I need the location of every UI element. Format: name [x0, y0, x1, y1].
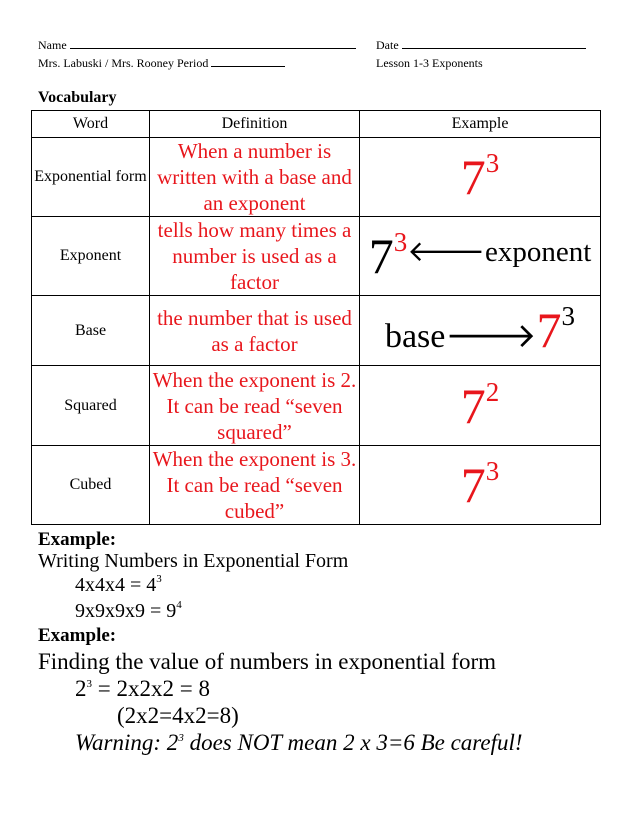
- term-cell: Cubed: [32, 446, 150, 525]
- example1-heading: Example:: [38, 529, 117, 550]
- vocabulary-heading: Vocabulary: [38, 89, 117, 106]
- example-cell: [360, 296, 601, 366]
- example-exponent: 3: [485, 456, 500, 486]
- definition-cell: When a number is written with a base and an exponent: [150, 138, 360, 217]
- example1-subtitle: Writing Numbers in Exponential Form: [38, 550, 349, 572]
- name-line[interactable]: [38, 38, 356, 53]
- date-blank[interactable]: [402, 38, 586, 49]
- warning-pre: Warning: 2: [75, 730, 179, 755]
- definition-cell: the number that is used as a factor: [150, 296, 360, 366]
- date-line[interactable]: [376, 38, 586, 53]
- base-label: base🡒: [384, 318, 537, 355]
- lesson-title: Lesson 1-3 Exponents: [376, 56, 483, 70]
- line1-base: 2: [75, 676, 87, 701]
- line1-expression: 4x4x4 = 4: [75, 574, 157, 596]
- example-exponent: 3: [393, 227, 408, 257]
- column-header-example: Example: [360, 111, 601, 138]
- example-base: 7: [460, 457, 486, 513]
- example-exponent: 3: [561, 301, 576, 331]
- table-row: [32, 446, 601, 525]
- example-exponent: 2: [485, 376, 500, 407]
- warning-text: [75, 730, 523, 756]
- table-row: [32, 296, 601, 366]
- period-blank[interactable]: [211, 56, 285, 67]
- term-cell: Base: [32, 296, 150, 366]
- table-row: [32, 366, 601, 446]
- example2-line1: [75, 676, 210, 702]
- definition-cell: When the exponent is 3. It can be read “seven cubed”: [150, 446, 360, 525]
- example-cell: [360, 446, 601, 525]
- warning-post: does NOT mean 2 x 3=6 Be careful!: [183, 730, 523, 755]
- example-expression: [460, 456, 500, 513]
- example-cell: [360, 138, 601, 217]
- example-cell: [360, 366, 601, 446]
- column-header-word: Word: [32, 111, 150, 138]
- name-blank[interactable]: [70, 38, 356, 49]
- example-base: 7: [460, 377, 486, 434]
- line1-exponent: 3: [156, 573, 162, 585]
- date-label: Date: [376, 38, 399, 52]
- definition-cell: When the exponent is 2. It can be read “seven squared”: [150, 366, 360, 446]
- name-label: Name: [38, 38, 67, 52]
- term-cell: Squared: [32, 366, 150, 446]
- table-header-row: [32, 111, 601, 138]
- term-cell: Exponential form: [32, 138, 150, 217]
- example-expression: [460, 148, 500, 205]
- example1-line1: [75, 574, 162, 597]
- line1-exponent: 3: [86, 678, 92, 690]
- example1-line2: [75, 600, 182, 623]
- example-base: 7: [460, 149, 486, 205]
- line2-expression: 9x9x9x9 = 9: [75, 600, 177, 622]
- column-header-definition: Definition: [150, 111, 360, 138]
- example2-heading: Example:: [38, 625, 117, 646]
- example-cell: [360, 217, 601, 296]
- table-row: [32, 217, 601, 296]
- teacher-period-line: [38, 56, 285, 71]
- exponent-label: 🡐exponent: [407, 236, 592, 268]
- example2-line2: (2x2=4x2=8): [117, 703, 239, 728]
- teachers-text: Mrs. Labuski / Mrs. Rooney: [38, 56, 174, 70]
- term-cell: Exponent: [32, 217, 150, 296]
- example-exponent: 3: [485, 148, 500, 178]
- table-row: [32, 138, 601, 217]
- vocabulary-table: [31, 110, 601, 525]
- example-base: 7: [536, 302, 562, 358]
- warning-exponent: 3: [178, 732, 184, 744]
- example-expression: [384, 301, 576, 358]
- line1-rest: = 2x2x2 = 8: [92, 676, 210, 701]
- period-label: Period: [177, 56, 209, 70]
- example-expression: [368, 227, 592, 284]
- example-expression: [460, 376, 500, 434]
- line2-exponent: 4: [176, 599, 182, 611]
- example2-subtitle: Finding the value of numbers in exponential form: [38, 649, 496, 674]
- definition-cell: tells how many times a number is used as a factor: [150, 217, 360, 296]
- example-base: 7: [368, 228, 394, 284]
